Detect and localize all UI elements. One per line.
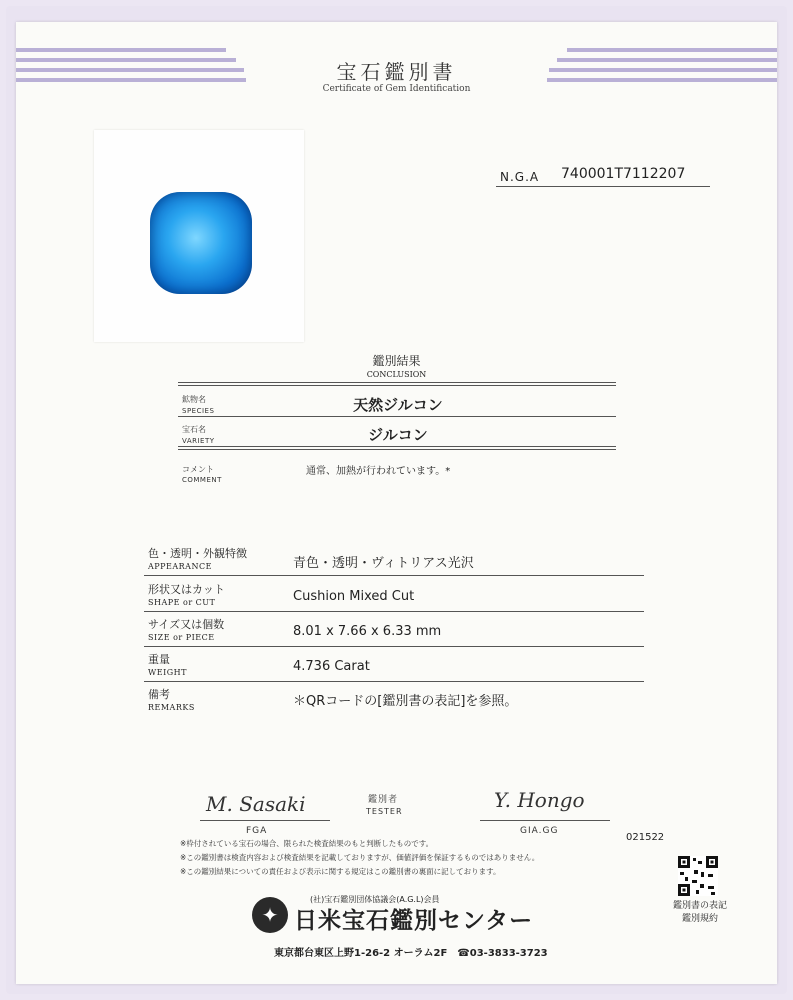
variety-label-en: VARIETY [182, 437, 215, 445]
divider [178, 446, 616, 447]
left-signature: M. Sasaki [206, 792, 306, 816]
divider [144, 681, 644, 682]
conclusion-heading-en: CONCLUSION [366, 370, 427, 379]
blue-cushion-gem-icon [150, 192, 252, 294]
weight-label: 重量 [148, 653, 170, 666]
nga-number: 740001T7112207 [561, 166, 686, 182]
nga-underline [496, 186, 710, 187]
certificate-title: 宝石鑑別書 [336, 60, 457, 84]
variety-label: 宝石名 [182, 425, 206, 434]
tester-label: 鑑別者 [368, 795, 399, 805]
size-label: サイズ又は個数 [148, 618, 225, 631]
shape-label: 形状又はカット [148, 583, 225, 596]
divider [178, 382, 616, 383]
lab-name: 日米宝石鑑別センター [294, 908, 534, 934]
divider [178, 416, 616, 417]
species-label-en: SPECIES [182, 407, 215, 415]
remarks-label-en: REMARKS [148, 703, 195, 712]
divider [144, 575, 644, 576]
lab-address: 東京都台東区上野1-26-2 オーラム2F ☎03-3833-3723 [274, 948, 548, 959]
divider [144, 646, 644, 647]
left-signer-title: FGA [246, 826, 268, 836]
variety-value: ジルコン [368, 426, 428, 444]
remarks-value: ＊QRコードの[鑑別書の表記]を参照。 [293, 694, 518, 709]
signature-line [480, 820, 610, 821]
note-line: ※この鑑別結果についての責任および表示に関する規定はこの鑑別書の裏面に記しております。 [180, 867, 501, 876]
appearance-label-en: APPEARANCE [148, 562, 212, 571]
eagle-emblem-icon: ✦ [252, 897, 288, 933]
weight-value: 4.736 Carat [293, 659, 370, 674]
qr-caption [660, 900, 740, 926]
species-value: 天然ジルコン [353, 396, 443, 414]
weight-label-en: WEIGHT [148, 668, 187, 677]
species-label: 鉱物名 [182, 395, 206, 404]
divider [178, 449, 616, 450]
shape-value: Cushion Mixed Cut [293, 589, 415, 604]
gem-photo [94, 130, 304, 342]
qr-caption-line: 鑑別規約 [681, 914, 718, 924]
footer-notes [180, 837, 539, 879]
divider [144, 611, 644, 612]
certificate-serial: 021522 [626, 832, 665, 843]
qr-code-icon[interactable] [678, 856, 718, 896]
size-value: 8.01 x 7.66 x 6.33 mm [293, 624, 442, 639]
divider [178, 385, 616, 386]
comment-label: コメント [182, 465, 214, 474]
certificate-card [16, 22, 777, 984]
right-signer-title: GIA.GG [520, 826, 559, 836]
qr-caption-line: 鑑別書の表記 [672, 901, 727, 911]
tester-label-en: TESTER [366, 807, 403, 816]
certificate-subtitle: Certificate of Gem Identification [322, 84, 471, 94]
signature-line [200, 820, 330, 821]
right-signature: Y. Hongo [494, 788, 585, 812]
note-line: ※枠付されている宝石の場合、限られた検査結果のもと判断したものです。 [180, 839, 434, 848]
appearance-value: 青色・透明・ヴィトリアス光沢 [293, 556, 474, 571]
size-label-en: SIZE or PIECE [148, 633, 215, 642]
nga-label: N.G.A [500, 170, 540, 184]
conclusion-heading: 鑑別結果 [372, 354, 421, 368]
note-line: ※この鑑別書は検査内容および検査結果を記載しておりますが、価値評価を保証するものではありません。 [180, 853, 540, 862]
appearance-label: 色・透明・外観特徴 [148, 547, 247, 560]
comment-label-en: COMMENT [182, 476, 222, 484]
comment-value: 通常、加熱が行われています。* [306, 466, 451, 477]
shape-label-en: SHAPE or CUT [148, 598, 216, 607]
remarks-label: 備考 [148, 688, 170, 701]
association-membership: (社)宝石鑑別団体協議会(A.G.L)会員 [310, 895, 440, 904]
